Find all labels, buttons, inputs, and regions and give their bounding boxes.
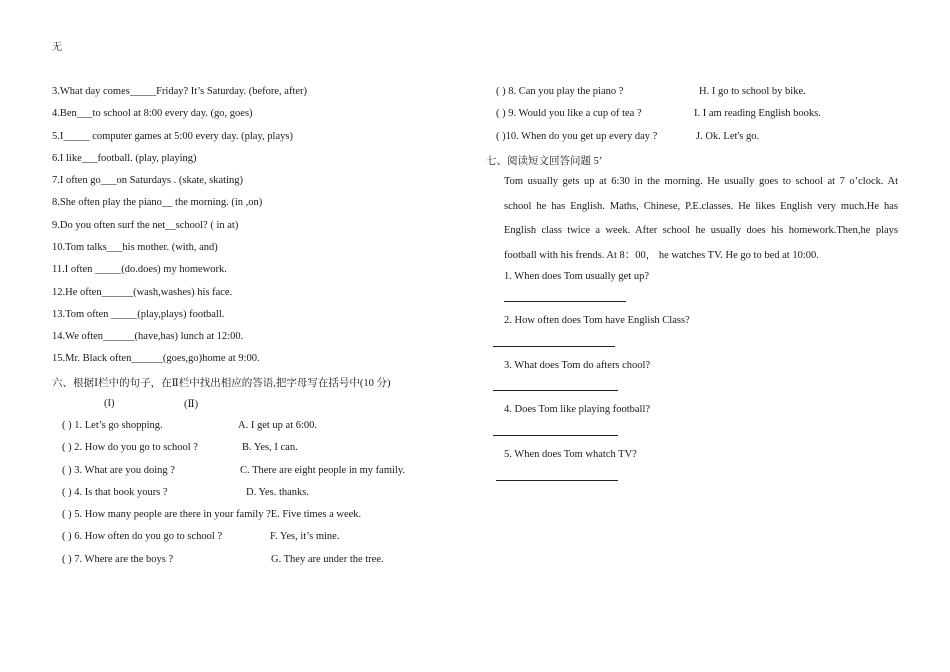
match-answer: B. Yes, I can. — [242, 442, 298, 453]
blank-item: 6.I like___football. (play, playing) — [52, 153, 197, 164]
match-answer: C. There are eight people in my family. — [240, 465, 406, 476]
blank-item: 10.Tom talks___his mother. (with, and) — [52, 242, 218, 253]
header-mark: 无 — [52, 42, 62, 53]
reading-question: 2. How often does Tom have English Class? — [504, 315, 690, 326]
answer-line[interactable] — [493, 390, 618, 391]
section6-col1-header: (I) — [104, 398, 115, 409]
match-question: ( ) 7. Where are the boys ? — [62, 554, 174, 565]
blank-item: 7.I often go___on Saturdays . (skate, skating) — [52, 175, 244, 186]
passage-line: Tom usually gets up at 6:30 in the morning. He usually goes to school at 7 o’clock. At — [504, 176, 898, 187]
blank-item: 15.Mr. Black often______(goes,go)home at 9:00. — [52, 353, 260, 364]
match-question: ( ) 1. Let’s go shopping. — [62, 420, 163, 431]
match-answer: I. I am reading English books. — [694, 108, 821, 119]
match-answer: D. Yes. thanks. — [246, 487, 310, 498]
blank-item: 8.She often play the piano__ the morning. (in ,on) — [52, 197, 263, 208]
reading-passage — [504, 170, 898, 268]
match-answer: F. Yes, it’s mine. — [270, 531, 340, 542]
section6-col2-header: (Ⅱ) — [184, 399, 199, 410]
match-question: ( ) 8. Can you play the piano ? — [496, 86, 624, 97]
reading-question: 5. When does Tom whatch TV? — [504, 449, 637, 460]
blank-item: 14.We often______(have,has) lunch at 12:00. — [52, 331, 244, 342]
match-question: ( ) 5. How many people are there in your family ?E. Five times a week. — [62, 509, 362, 520]
match-question: ( )10. When do you get up every day ? — [496, 131, 658, 142]
match-question: ( ) 4. Is that book yours ? — [62, 487, 168, 498]
answer-line[interactable] — [493, 346, 615, 347]
answer-line[interactable] — [493, 435, 618, 436]
match-answer: H. I go to school by bike. — [699, 86, 806, 97]
match-question: ( ) 6. How often do you go to school ? — [62, 531, 223, 542]
match-answer: G. They are under the tree. — [271, 554, 384, 565]
blank-item: 11.I often _____(do.does) my homework. — [52, 264, 227, 275]
blank-item: 12.He often______(wash,washes) his face. — [52, 287, 233, 298]
match-answer: J. Ok. Let's go. — [696, 131, 760, 142]
section6-title: 六、根据Ⅰ栏中的句子，在Ⅱ栏中找出相应的答语,把字母写在括号中(10 分) — [52, 378, 391, 389]
blank-item: 4.Ben___to school at 8:00 every day. (go, goes) — [52, 108, 253, 119]
passage-line: English class twice a week. After school he usually does his homework.Then,he plays — [504, 225, 898, 236]
reading-question: 1. When does Tom usually get up? — [504, 271, 649, 282]
passage-line: school he has English. Maths, Chinese, P.E.classes. He likes English very much.He has — [504, 200, 898, 212]
passage-line: football with his frends. At 8：00， he watches TV. He go to bed at 10:00. — [504, 249, 819, 261]
blank-item: 9.Do you often surf the net__school? ( in at) — [52, 220, 239, 231]
reading-question: 3. What does Tom do afters chool? — [504, 360, 651, 371]
blank-item: 3.What day comes_____Friday? It’s Saturday. (before, after) — [52, 86, 308, 97]
answer-line[interactable] — [496, 480, 618, 481]
match-question: ( ) 3. What are you doing ? — [62, 465, 175, 476]
match-question: ( ) 2. How do you go to school ? — [62, 442, 198, 453]
blank-item: 13.Tom often _____(play,plays) football. — [52, 309, 225, 320]
reading-question: 4. Does Tom like playing football? — [504, 404, 651, 415]
blank-item: 5.I_____ computer games at 5:00 every day. (play, plays) — [52, 131, 293, 142]
section7-title: 七、阅读短文回答问题 5’ — [486, 156, 603, 167]
match-answer: A. I get up at 6:00. — [238, 420, 318, 431]
answer-line[interactable] — [504, 301, 626, 302]
match-question: ( ) 9. Would you like a cup of tea ? — [496, 108, 642, 119]
